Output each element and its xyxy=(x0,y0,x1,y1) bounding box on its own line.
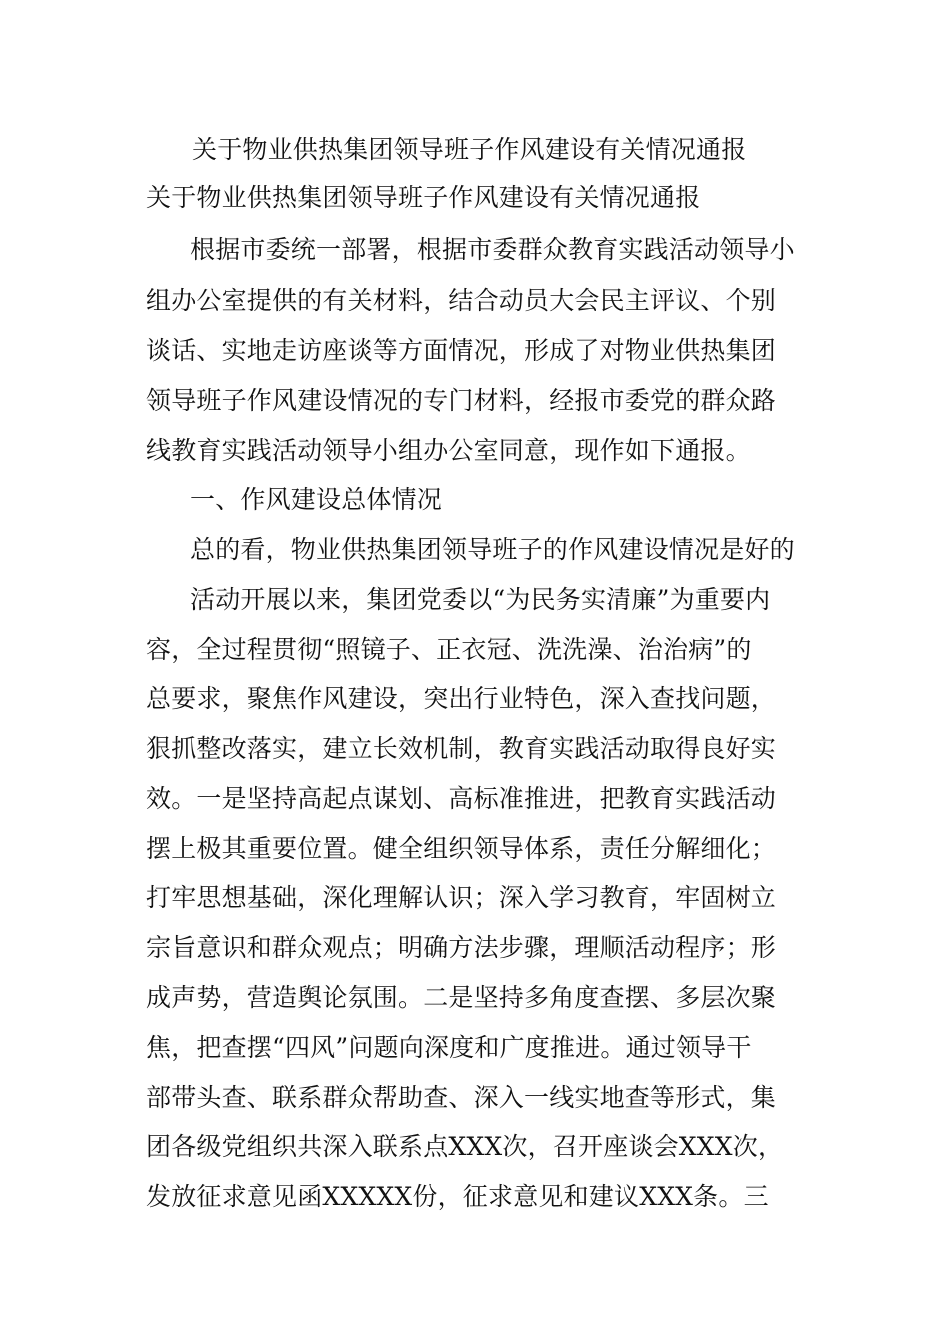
paragraph2-line-10: 焦，把查摆“四风”问题向深度和广度推进。通过领导干 xyxy=(146,1033,752,1062)
paragraph2-line-9: 成声势，营造舆论氛围。二是坚持多角度查摆、多层次聚 xyxy=(146,983,777,1012)
document-title-repeat: 关于物业供热集团领导班子作风建设有关情况通报 xyxy=(146,183,701,212)
paragraph2-line-7: 打牢思想基础，深化理解认识；深入学习教育，牢固树立 xyxy=(146,883,777,912)
paragraph2-line-5: 效。一是坚持高起点谋划、高标准推进，把教育实践活动 xyxy=(146,784,777,813)
paragraph2-line-4: 狠抓整改落实，建立长效机制，教育实践活动取得良好实 xyxy=(146,734,777,763)
paragraph2-line-1: 活动开展以来，集团党委以“为民务实清廉”为重要内 xyxy=(190,585,771,614)
document-title: 关于物业供热集团领导班子作风建设有关情况通报 xyxy=(192,135,747,164)
paragraph2-line-8: 宗旨意识和群众观点；明确方法步骤，理顺活动程序；形 xyxy=(146,933,777,962)
paragraph2-line-11: 部带头查、联系群众帮助查、深入一线实地查等形式，集 xyxy=(146,1083,777,1112)
paragraph1-line-5: 线教育实践活动领导小组办公室同意，现作如下通报。 xyxy=(146,436,751,465)
paragraph1-line-4: 领导班子作风建设情况的专门材料，经报市委党的群众路 xyxy=(146,386,777,415)
paragraph2-line-2: 容，全过程贯彻“照镜子、正衣冠、洗洗澡、治治病”的 xyxy=(146,635,752,664)
paragraph2-line-13: 发放征求意见函XXXXX份，征求意见和建议XXX条。三 xyxy=(146,1182,769,1211)
paragraph1-line-2: 组办公室提供的有关材料，结合动员大会民主评议、个别 xyxy=(146,286,777,315)
summary-line: 总的看，物业供热集团领导班子的作风建设情况是好的 xyxy=(190,535,795,564)
paragraph1-line-3: 谈话、实地走访座谈等方面情况，形成了对物业供热集团 xyxy=(146,336,777,365)
paragraph1-line-1: 根据市委统一部署，根据市委群众教育实践活动领导小 xyxy=(190,235,795,264)
section-heading: 一、作风建设总体情况 xyxy=(190,485,443,514)
paragraph2-line-12: 团各级党组织共深入联系点XXX次，召开座谈会XXX次， xyxy=(146,1132,784,1161)
paragraph2-line-6: 摆上极其重要位置。健全组织领导体系，责任分解细化； xyxy=(146,834,777,863)
paragraph2-line-3: 总要求，聚焦作风建设，突出行业特色，深入查找问题， xyxy=(146,684,777,713)
